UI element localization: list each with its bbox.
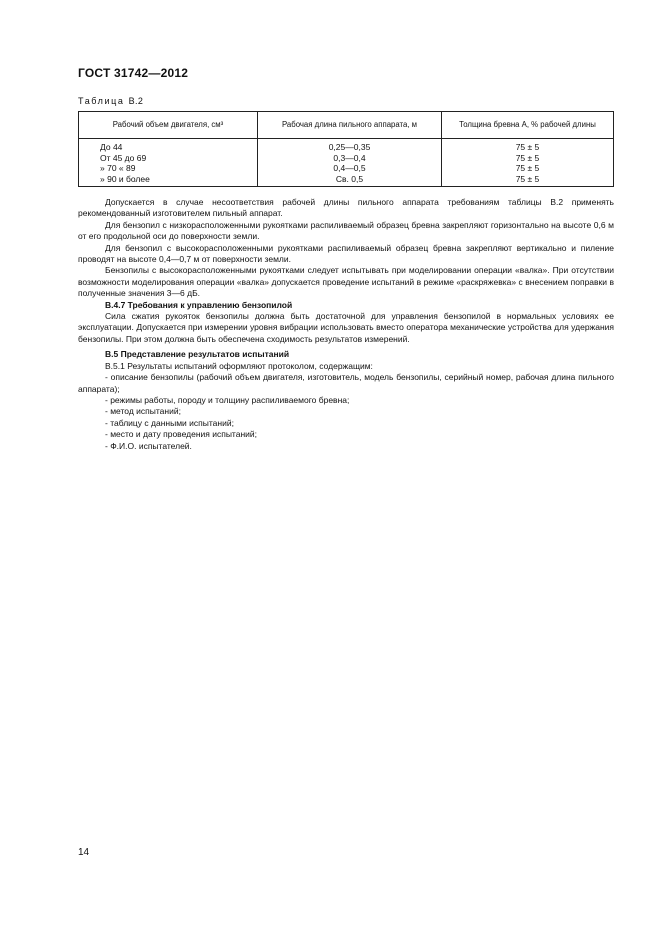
table-cell: 75 ± 5 (442, 174, 614, 187)
table-cell: 75 ± 5 (442, 153, 614, 164)
data-table (78, 111, 614, 187)
list-item: - режимы работы, породу и толщину распиливаемого бревна; (105, 394, 350, 405)
table-cell: Св. 0,5 (258, 174, 442, 187)
column-header-bar-length: Рабочая длина пильного аппарата, м (258, 112, 442, 139)
section-heading: В.4.7 Требования к управлению бензопилой (105, 299, 293, 310)
table-cell: 0,4—0,5 (258, 163, 442, 174)
table-cell: 75 ± 5 (442, 139, 614, 153)
list-item: - Ф.И.О. испытателей. (105, 440, 192, 451)
table-cell: 0,3—0,4 (258, 153, 442, 164)
table-header-row (79, 112, 614, 139)
column-header-log-thickness: Толщина бревна А, % рабочей длины (442, 112, 614, 139)
table-cell: 0,25—0,35 (258, 139, 442, 153)
section-heading: В.5 Представление результатов испытаний (105, 349, 290, 360)
table-cell: От 45 до 69 (79, 153, 258, 164)
paragraph: Допускается в случае несоответствия рабочей длины пильного аппарата требованиям таблицы В.2 применять рекомендованный изготовителем пильный аппарат. (78, 197, 614, 219)
body-text (78, 197, 614, 452)
table-row (79, 163, 614, 174)
list-item: - описание бензопилы (рабочий объем двигателя, изготовитель, модель бензопилы, серийный номер, рабочая длина пильного аппарата); (78, 372, 614, 394)
table-cell: » 70 « 89 (79, 163, 258, 174)
table-caption-word: Таблица (78, 96, 125, 106)
paragraph: Бензопилы с высокорасположенными рукоятками следует испытывать при моделировании операции «валка». При отсутствии возможности моделирования операции «валка» допускается проведение испытаний в режиме «раскряжевка» с внесением поправки в полученные значения 3—6 дБ. (78, 265, 614, 299)
table-row (79, 153, 614, 164)
document-header: ГОСТ 31742—2012 (78, 66, 189, 80)
page-number: 14 (78, 847, 90, 858)
table-cell: До 44 (79, 139, 258, 153)
table-row (79, 139, 614, 153)
table-row (79, 174, 614, 187)
paragraph: В.5.1 Результаты испытаний оформляют протоколом, содержащим: (105, 360, 373, 371)
table-caption (78, 96, 143, 106)
list-item: - место и дату проведения испытаний; (105, 429, 258, 440)
column-header-engine-volume: Рабочий объем двигателя, см³ (79, 112, 258, 139)
table-caption-number: В.2 (128, 96, 144, 106)
paragraph: Для бензопил с высокорасположенными рукоятками распиливаемый образец бревна закрепляют вертикально и пиление проводят на высоте 0,4—0,7 м от поверхности земли. (78, 242, 614, 265)
paragraph: Для бензопил с низкорасположенными рукоятками распиливаемый образец бревна закрепляют горизонтально на высоте 0,6 м от его продольной оси до поверхности земли. (78, 219, 614, 242)
table-cell: » 90 и более (79, 174, 258, 187)
table-cell: 75 ± 5 (442, 163, 614, 174)
list-item: - метод испытаний; (105, 406, 181, 417)
list-item: - таблицу с данными испытаний; (105, 417, 234, 428)
paragraph: Сила сжатия рукояток бензопилы должна быть достаточной для управления бензопилой в нормальных условиях ее эксплуатации. Допускается при измерении уровня вибрации использовать вместо оператора механические устройства для удержания бензопилы. При этом должна быть обеспечена сходимость результатов измерений. (78, 311, 614, 344)
